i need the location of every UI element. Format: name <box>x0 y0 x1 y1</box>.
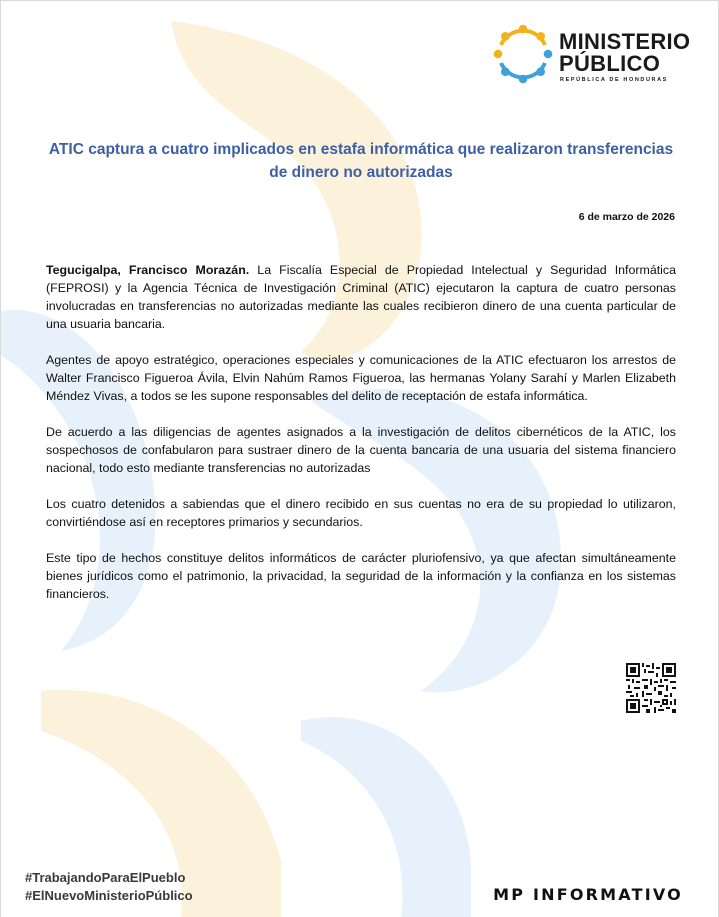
article-title: ATIC captura a cuatro implicados en estafa informática que realizaron transferencias de dinero no autorizadas <box>48 141 674 181</box>
ministerio-publico-emblem-icon <box>492 23 554 85</box>
logo-text-line1: MINISTERIO <box>559 29 691 54</box>
body-paragraph: Este tipo de hechos constituye delitos informáticos de carácter pluriofensivo, ya que afectan simultáneamente bienes jurídicos como el patrimonio, la privacidad, la seguridad de la información y la confianza en los sistemas financieros. <box>46 551 676 601</box>
lead-text: La Fiscalía Especial de Propiedad Intelectual y Seguridad Informática (FEPROSI) y la Agencia Técnica de Investigación Criminal (ATIC) ejecutaron la captura de cuatro personas involucradas en transferencias no autorizadas mediante las cuales recibieron dinero de una cuenta particular de una usuaria bancaria. <box>46 263 676 331</box>
body-paragraph: Agentes de apoyo estratégico, operaciones especiales y comunicaciones de la ATIC efectuaron los arrestos de Walter Francisco Figueroa Ávila, Elvin Nahúm Ramos Figueroa, las hermanas Yolany Sarahí y Marlen Elizabeth Méndez Vivas, a todos se les supone responsables del delito de receptación de estafa informática. <box>46 353 676 403</box>
body-paragraph: De acuerdo a las diligencias de agentes asignados a la investigación de delitos cibernéticos de la ATIC, los sospechosos de confabularon para sustraer dinero de la cuenta bancaria de una usuaria del sistema financiero nacional, todo esto mediante transferencias no autorizadas <box>46 425 676 475</box>
hashtag-trabajando[interactable]: #TrabajandoParaElPueblo <box>25 870 186 885</box>
article-body <box>46 261 676 621</box>
ministerio-publico-logo <box>492 23 692 89</box>
footer-hashtags <box>25 869 193 905</box>
lead-paragraph <box>46 261 676 333</box>
qr-code-icon[interactable] <box>626 663 676 713</box>
hashtag-nuevo-ministerio[interactable]: #ElNuevoMinisterioPúblico <box>25 888 193 903</box>
footer-brand: MP INFORMATIVO <box>493 885 683 904</box>
logo-text-line2: PÚBLICO <box>559 51 661 76</box>
article-date: 6 de marzo de 2026 <box>578 211 675 223</box>
logo-subtitle: REPÚBLICA DE HONDURAS <box>560 77 668 83</box>
body-paragraph: Los cuatro detenidos a sabiendas que el dinero recibido en sus cuentas no era de su propiedad lo utilizaron, convirtiéndose así en receptores primarios y secundarios. <box>46 497 676 529</box>
lead-location: Tegucigalpa, Francisco Morazán. <box>46 263 250 277</box>
